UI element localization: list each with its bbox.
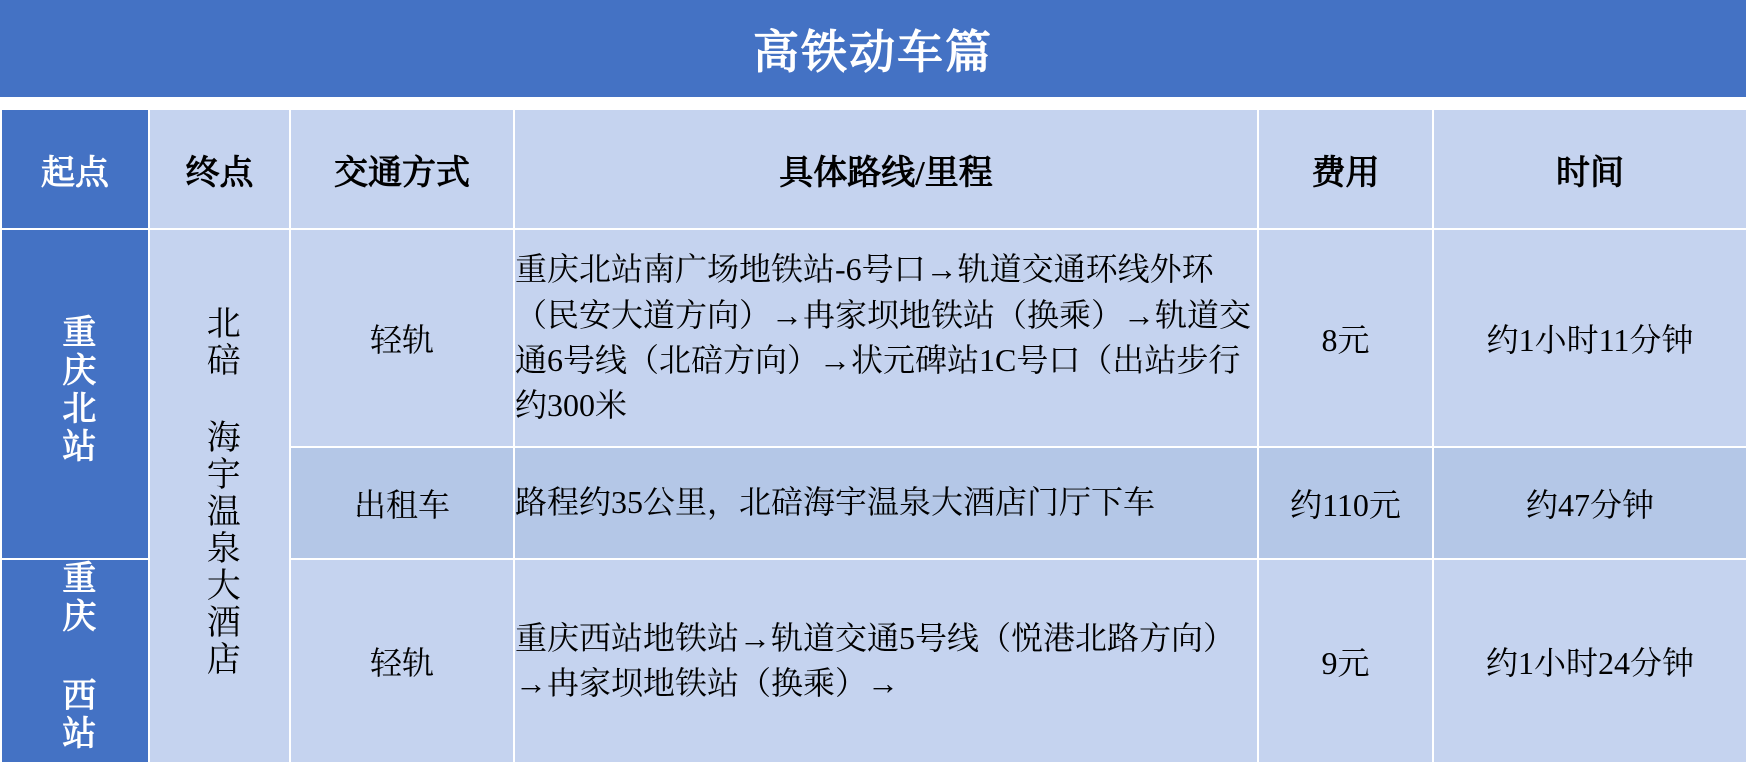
origin-cell-xizhan (1, 559, 149, 763)
page-title: 高铁动车篇 (753, 26, 993, 78)
route-cell: 重庆北站南广场地铁站-6号口→轨道交通环线外环（民安大道方向）→冉家坝地铁站（换乘）→轨道交通6号线（北碚方向）→状元碑站1C号口（出站步行约300米 (514, 229, 1258, 447)
column-header-origin: 起点 (1, 109, 149, 229)
route-cell: 路程约35公里，北碚海宇温泉大酒店门厅下车 (514, 447, 1258, 559)
destination-cell (149, 229, 290, 763)
origin-label: 重庆北站 (56, 313, 94, 466)
column-header-mode: 交通方式 (290, 109, 514, 229)
column-header-route: 具体路线/里程 (514, 109, 1258, 229)
time-cell: 约1小时24分钟 (1433, 559, 1746, 763)
title-banner (0, 0, 1746, 97)
time-cell: 约47分钟 (1433, 447, 1746, 559)
destination-label: 北碚 海宇温泉大酒店 (201, 305, 239, 678)
fee-cell: 8元 (1258, 229, 1433, 447)
route-table (0, 108, 1746, 764)
column-header-destination: 终点 (149, 109, 290, 229)
origin-label: 重庆 西站 (56, 560, 94, 753)
banner-spacer (0, 97, 1746, 108)
mode-cell: 轻轨 (290, 229, 514, 447)
table-row (1, 229, 1746, 447)
mode-cell: 出租车 (290, 447, 514, 559)
origin-cell-beizhan (1, 229, 149, 559)
time-cell: 约1小时11分钟 (1433, 229, 1746, 447)
fee-cell: 约110元 (1258, 447, 1433, 559)
column-header-fee: 费用 (1258, 109, 1433, 229)
route-cell: 重庆西站地铁站→轨道交通5号线（悦港北路方向）→冉家坝地铁站（换乘）→ (514, 559, 1258, 763)
fee-cell: 9元 (1258, 559, 1433, 763)
table-header-row (1, 109, 1746, 229)
mode-cell: 轻轨 (290, 559, 514, 763)
column-header-time: 时间 (1433, 109, 1746, 229)
